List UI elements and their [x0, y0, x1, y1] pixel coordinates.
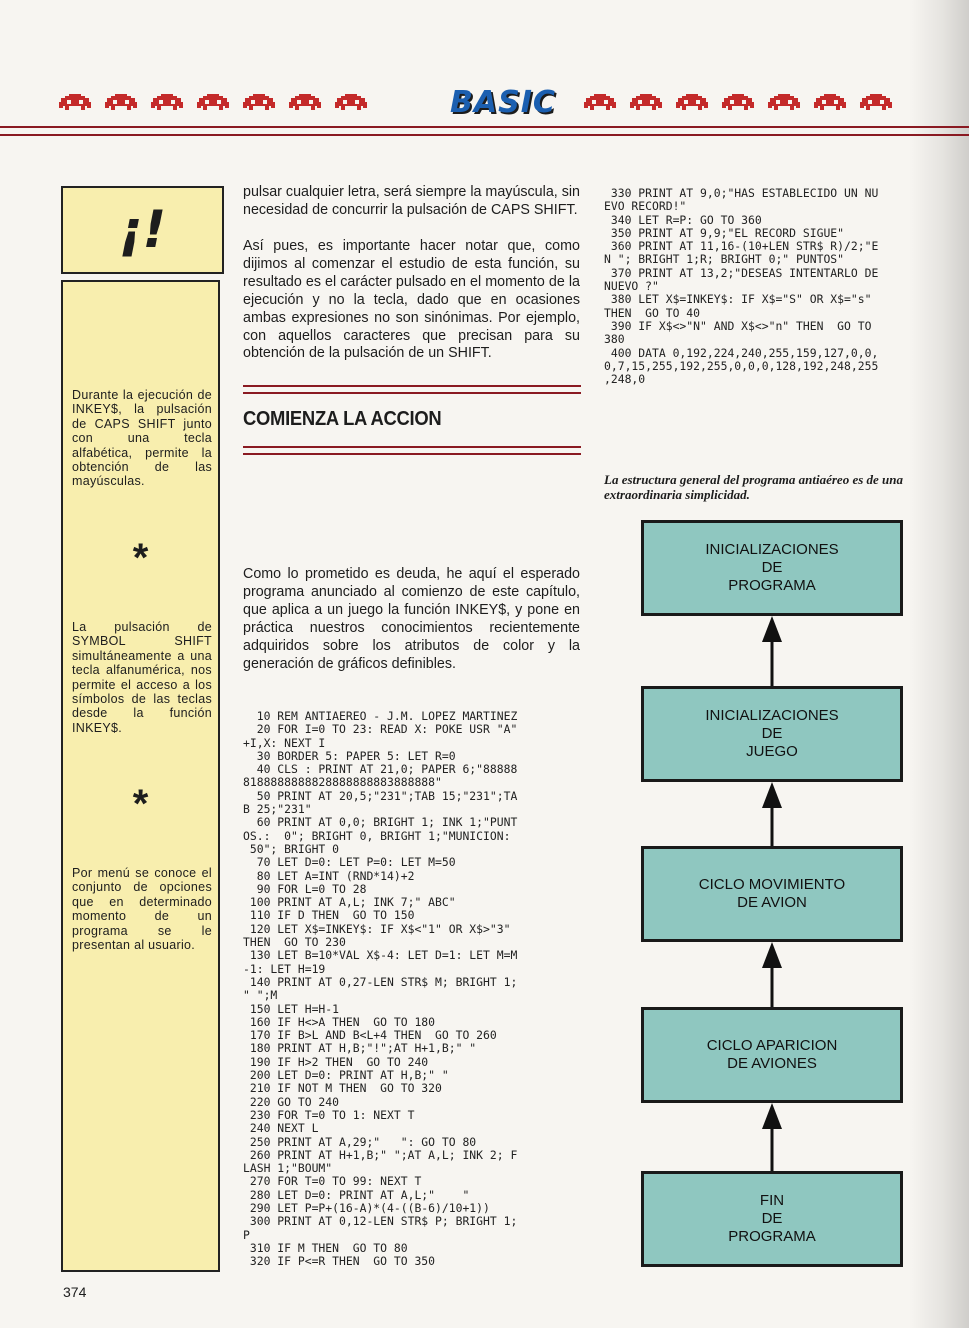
- flow-box-plane-movement: CICLO MOVIMIENTO DE AVION: [641, 846, 903, 942]
- paragraph-2: Así pues, es importante hacer notar que, como dijimos al comenzar el estudio de esta función, su resultado es el carácter pulsado en el momento de la ejecución y no la tecla, dado que en ocasiones ambas expresiones no son sinónimas. Por ejemplo, con aquellos caracteres que precisan para su obtención de la pulsación de un SHIFT.: [243, 238, 580, 362]
- section-rule-top: [243, 385, 581, 394]
- flow-box-end-program: FIN DE PROGRAMA: [641, 1171, 903, 1267]
- arrow-up-icon: [760, 942, 784, 1007]
- diagram-caption: La estructura general del programa antiaéreo es de una extraordinaria simplicidad.: [604, 472, 904, 502]
- arrow-up-icon: [760, 782, 784, 846]
- sidebar-header-box: [61, 186, 224, 274]
- header-invaders-right: [580, 92, 896, 116]
- code-listing-right: 330 PRINT AT 9,0;"HAS ESTABLECIDO UN NU EVO RECORD!" 340 LET R=P: GO TO 360 350 PRINT AT 9,9;"EL RECORD SIGUE" 360 PRINT AT 11,16-(10+LEN STR$ R)/2;"E N "; BRIGHT 1;R; BRIGHT 0;" PUNTOS" 370 PRINT AT 13,2;"DESEAS INTENTARLO DE NUEVO ?" 380 LET X$=INKEY$: IF X$="S" OR X$="s" THEN GO TO 40 390 IF X$<>"N" AND X$<>"n" THEN GO TO 380 400 DATA 0,192,224,240,255,159,127,0,0, 0,7,15,255,192,255,0,0,0,128,192,248,255 ,248,0: [604, 186, 879, 387]
- invader-icon: [718, 92, 758, 116]
- section-title: COMIENZA LA ACCION: [243, 408, 442, 430]
- invader-icon: [55, 92, 95, 116]
- invader-icon: [285, 92, 325, 116]
- flow-box-init-game: INICIALIZACIONES DE JUEGO: [641, 686, 903, 782]
- paragraph-1: pulsar cualquier letra, será siempre la mayúscula, sin necesidad de concurrir la pulsación de CAPS SHIFT.: [243, 184, 580, 218]
- invader-icon: [764, 92, 804, 116]
- basic-logo: BASIC: [450, 85, 556, 120]
- invader-icon: [672, 92, 712, 116]
- header-invaders-left: [55, 92, 371, 116]
- header-rule-bottom: [0, 134, 969, 136]
- exclamation-glyph: ¡!: [118, 200, 167, 260]
- flow-box-plane-appearance: CICLO APARICION DE AVIONES: [641, 1007, 903, 1103]
- code-listing-left: 10 REM ANTIAEREO - J.M. LOPEZ MARTINEZ 20 FOR I=0 TO 23: READ X: POKE USR "A" +I,X: NEXT I 30 BORDER 5: PAPER 5: LET R=0 40 CLS : PRINT AT 21,0; PAPER 6;"88888 8188888888828888888883888888" 50 PRINT AT 20,5;"231";TAB 15;"231";TA B 25;"231" 60 PRINT AT 0,0; BRIGHT 1; INK 1;"PUNT OS.: 0"; BRIGHT 0, BRIGHT 1;"MUNICION: 50"; BRIGHT 0 70 LET D=0: LET P=0: LET M=50 80 LET A=INT (RND*14)+2 90 FOR L=0 TO 28 100 PRINT AT A,L; INK 7;" ABC" 110 IF D THEN GO TO 150 120 LET X$=INKEY$: IF X$<"1" OR X$>"3" THEN GO TO 230 130 LET B=10*VAL X$-4: LET D=1: LET M=M -1: LET H=19 140 PRINT AT 0,27-LEN STR$ M; BRIGHT 1; " ";M 150 LET H=H-1 160 IF H<>A THEN GO TO 180 170 IF B>L AND B<L+4 THEN GO TO 260 180 PRINT AT H,B;"!";AT H+1,B;" " 190 IF H>2 THEN GO TO 240 200 LET D=0: PRINT AT H,B;" " 210 IF NOT M THEN GO TO 320 220 GO TO 240 230 FOR T=0 TO 1: NEXT T 240 NEXT L 250 PRINT AT A,29;" ": GO TO 80 260 PRINT AT H+1,B;" ";AT A,L; INK 2; F LASH 1;"BOUM" 270 FOR T=0 TO 99: NEXT T 280 LET D=0: PRINT AT A,L;" " 290 LET P=P+(16-A)*(4-((B-6)/10+1)) 300 PRINT AT 0,12-LEN STR$ P; BRIGHT 1; P 310 IF M THEN GO TO 80 320 IF P<=R THEN GO TO 350: [243, 709, 518, 1269]
- header-rule-top: [0, 126, 969, 128]
- sidebar-notes-box: [61, 280, 220, 1272]
- paragraph-3: Como lo prometido es deuda, he aquí el esperado programa anunciado al comienzo de este capítulo, que aplica a un juego la función INKEY$, y pone en práctica nuestros conocimientos recientemente adquiridos sobre los atributos de color y la generación de gráficos definibles.: [243, 566, 580, 672]
- sidebar-star-1: *: [132, 536, 149, 580]
- invader-icon: [856, 92, 896, 116]
- invader-icon: [101, 92, 141, 116]
- page-edge-shadow: [909, 0, 969, 1328]
- section-rule-bottom: [243, 446, 581, 455]
- sidebar-note-1: Durante la ejecución de INKEY$, la pulsación de CAPS SHIFT junto con una tecla alfabética, permite la obtención de las mayúsculas.: [72, 388, 212, 489]
- invader-icon: [193, 92, 233, 116]
- flow-box-init-program: INICIALIZACIONES DE PROGRAMA: [641, 520, 903, 616]
- arrow-up-icon: [760, 616, 784, 686]
- invader-icon: [810, 92, 850, 116]
- sidebar-note-3: Por menú se conoce el conjunto de opciones que en determinado momento de un programa se le presentan al usuario.: [72, 866, 212, 953]
- invader-icon: [626, 92, 666, 116]
- invader-icon: [239, 92, 279, 116]
- sidebar-note-2: La pulsación de SYMBOL SHIFT simultáneamente a una tecla alfanumérica, nos permite el acceso a los símbolos de las teclas desde la función INKEY$.: [72, 620, 212, 735]
- arrow-up-icon: [760, 1103, 784, 1171]
- invader-icon: [147, 92, 187, 116]
- invader-icon: [331, 92, 371, 116]
- sidebar-star-2: *: [132, 782, 149, 826]
- page-number: 374: [63, 1284, 87, 1300]
- invader-icon: [580, 92, 620, 116]
